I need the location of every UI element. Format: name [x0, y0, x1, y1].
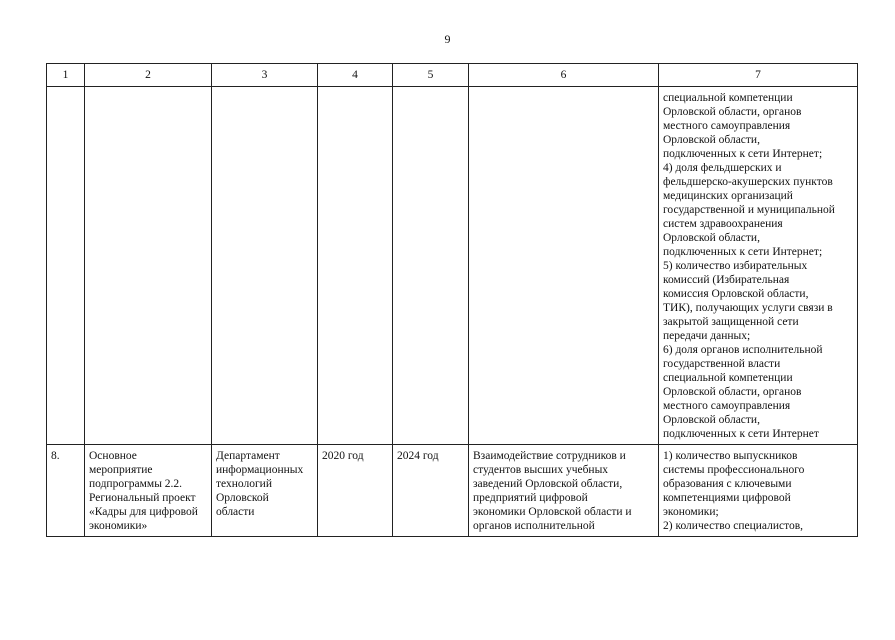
indicator-line: Орловской области,: [663, 134, 760, 146]
indicator-line: местного самоуправления: [663, 120, 791, 132]
indicator-line: 1) количество выпускников: [663, 450, 798, 462]
start-year-cell: 2020 год: [318, 445, 393, 537]
indicator-line: 5) количество избирательных: [663, 260, 808, 272]
row-continued-indicators-cell: [659, 87, 858, 445]
indicator-line: государственной власти: [663, 358, 781, 370]
row-number-cell: 8.: [47, 445, 85, 537]
measures-table: [46, 63, 858, 537]
indicator-line: 4) доля фельдшерских и: [663, 162, 782, 174]
measure-name-line: «Кадры для цифровой: [89, 506, 198, 518]
end-year-cell: 2024 год: [393, 445, 469, 537]
column-number-3: 3: [212, 64, 318, 87]
executor-line: информационных: [216, 464, 304, 476]
column-number-1: 1: [47, 64, 85, 87]
indicator-line: 6) доля органов исполнительной: [663, 344, 823, 356]
row-continued-cell-4: [318, 87, 393, 445]
column-number-row: [47, 64, 858, 87]
description-line: экономики Орловской области и: [473, 506, 632, 518]
indicator-line: комиссия Орловской области,: [663, 288, 809, 300]
indicator-line: закрытой защищенной сети: [663, 316, 799, 328]
executor-line: технологий: [216, 478, 272, 490]
description-line: органов исполнительной: [473, 520, 595, 532]
description-line: заведений Орловской области,: [473, 478, 623, 490]
indicator-line: системы профессионального: [663, 464, 805, 476]
row-continued-cell-5: [393, 87, 469, 445]
table-row-continued: [47, 87, 858, 445]
measure-name-line: Основное: [89, 450, 137, 462]
column-number-7: 7: [659, 64, 858, 87]
indicator-line: медицинских организаций: [663, 190, 793, 202]
indicator-line: государственной и муниципальной: [663, 204, 835, 216]
indicator-line: 2) количество специалистов,: [663, 520, 804, 532]
indicator-line: Орловской области, органов: [663, 106, 802, 118]
row-continued-cell-3: [212, 87, 318, 445]
description-cell: [469, 445, 659, 537]
indicator-line: фельдшерско-акушерских пунктов: [663, 176, 833, 188]
executor-line: области: [216, 506, 255, 518]
indicator-line: специальной компетенции: [663, 372, 793, 384]
indicator-line: Орловской области,: [663, 414, 760, 426]
description-line: Взаимодействие сотрудников и: [473, 450, 626, 462]
indicators-cell: [659, 445, 858, 537]
indicator-line: подключенных к сети Интернет;: [663, 148, 823, 160]
indicator-line: экономики;: [663, 506, 719, 518]
executor-cell: [212, 445, 318, 537]
indicator-line: образования с ключевыми: [663, 478, 792, 490]
measure-name-line: Региональный проект: [89, 492, 196, 504]
measure-name-line: подпрограммы 2.2.: [89, 478, 183, 490]
column-number-5: 5: [393, 64, 469, 87]
indicator-line: систем здравоохранения: [663, 218, 783, 230]
description-line: студентов высших учебных: [473, 464, 609, 476]
indicator-line: подключенных к сети Интернет: [663, 428, 819, 440]
description-line: предприятий цифровой: [473, 492, 588, 504]
column-number-6: 6: [469, 64, 659, 87]
page-number: 9: [444, 32, 451, 46]
row-continued-cell-2: [85, 87, 212, 445]
indicator-line: ТИК), получающих услуги связи в: [663, 302, 833, 314]
indicator-line: специальной компетенции: [663, 92, 793, 104]
measure-name-cell: [85, 445, 212, 537]
table-row-8: [47, 445, 858, 537]
row-continued-cell-1: [47, 87, 85, 445]
indicator-line: подключенных к сети Интернет;: [663, 246, 823, 258]
row-continued-cell-6: [469, 87, 659, 445]
indicator-line: передачи данных;: [663, 330, 751, 342]
indicator-line: местного самоуправления: [663, 400, 791, 412]
indicator-line: Орловской области, органов: [663, 386, 802, 398]
measure-name-line: мероприятие: [89, 464, 153, 476]
indicator-line: компетенциями цифровой: [663, 492, 791, 504]
executor-line: Орловской: [216, 492, 269, 504]
indicator-line: Орловской области,: [663, 232, 760, 244]
measure-name-line: экономики»: [89, 520, 148, 532]
column-number-2: 2: [85, 64, 212, 87]
indicator-line: комиссий (Избирательная: [663, 274, 790, 286]
column-number-4: 4: [318, 64, 393, 87]
executor-line: Департамент: [216, 450, 280, 462]
